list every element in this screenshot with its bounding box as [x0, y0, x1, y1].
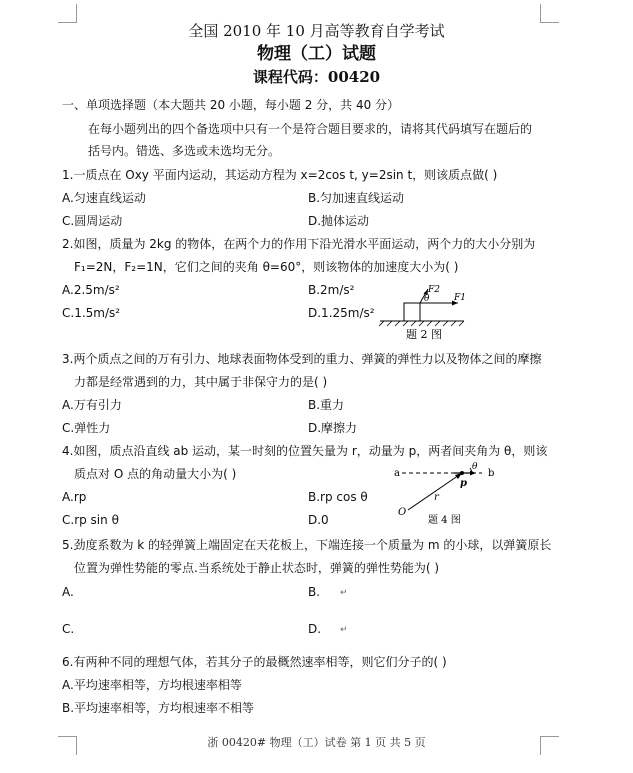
question-stem: 位置为弹性势能的零点.当系统处于静止状态时，弹簧的弹性势能为( ): [74, 561, 439, 575]
answer-option: C.1.5m/s²: [62, 306, 121, 320]
label-theta: θ: [424, 294, 430, 304]
answer-option: B.: [308, 585, 321, 599]
label-f2: F2: [428, 285, 440, 295]
question-stem: 4.如图，质点沿直线 ab 运动，某一时刻的位置矢量为 r，动量为 p，两者间夹角为 θ，则该: [62, 444, 548, 458]
answer-option: D.1.25m/s²: [308, 306, 375, 320]
question-stem: 1.一质点在 Oxy 平面内运动，其运动方程为 x=2cos t, y=2sin t，则该质点做( ): [62, 168, 498, 182]
crop-mark-top-right: [540, 4, 559, 23]
answer-option: A.平均速率相等，方均根速率相等: [62, 678, 242, 692]
answer-option: C.圆周运动: [62, 214, 123, 228]
answer-option: D.抛体运动: [308, 214, 370, 228]
label-theta: θ: [472, 462, 478, 472]
course-code: 课程代码：00420: [252, 68, 381, 86]
question-stem: F₁=2N，F₂=1N，它们之间的夹角 θ=60°，则该物体的加速度大小为( ): [74, 260, 459, 274]
section-heading: 一、单项选择题（本大题共 20 小题，每小题 2 分，共 40 分）: [62, 98, 400, 112]
answer-option: B.匀加速直线运动: [308, 191, 405, 205]
question-stem: 力都是经常遇到的力，其中属于非保守力的是( ): [74, 375, 328, 389]
label-b: b: [488, 468, 495, 479]
figure-caption: 题 4 图: [428, 515, 461, 526]
question-stem: 2.如图，质量为 2kg 的物体，在两个力的作用下沿光滑水平面运动，两个力的大小分别为: [62, 237, 536, 251]
label-a: a: [394, 468, 400, 479]
question-stem: 3.两个质点之间的万有引力、地球表面物体受到的重力、弹簧的弹性力以及物体之间的摩擦: [62, 352, 542, 366]
crop-mark-top-left: [58, 4, 77, 23]
subject-title: 物理（工）试题: [257, 44, 376, 64]
answer-option: C.: [62, 622, 75, 636]
answer-option: A.万有引力: [62, 398, 122, 412]
answer-option: B.rp cos θ: [308, 490, 368, 504]
figure-q2: [376, 284, 476, 344]
section-instruction-line: 括号内。错选、多选或未选均无分。: [88, 144, 281, 158]
label-o: O: [398, 507, 407, 518]
answer-option: A.rp: [62, 490, 87, 504]
question-stem: 质点对 O 点的角动量大小为( ): [74, 467, 237, 481]
figure-caption: 题 2 图: [406, 328, 442, 341]
answer-option: B.重力: [308, 398, 345, 412]
particle: [460, 471, 464, 475]
figure-q4: [392, 460, 512, 530]
answer-option: A.匀速直线运动: [62, 191, 146, 205]
answer-option: B.2m/s²: [308, 283, 355, 297]
section-instruction-line: 在每小题列出的四个备选项中只有一个是符合题目要求的，请将其代码填写在题后的: [88, 122, 533, 136]
block: [404, 303, 420, 321]
answer-option: C.弹性力: [62, 421, 111, 435]
label-r: r: [434, 492, 439, 503]
answer-option: B.平均速率相等，方均根速率不相等: [62, 701, 255, 715]
paragraph-mark: ↵: [340, 625, 348, 635]
answer-option: A.2.5m/s²: [62, 283, 120, 297]
answer-option: C.rp sin θ: [62, 513, 119, 527]
label-f1: F1: [454, 293, 466, 303]
answer-option: D.: [308, 622, 322, 636]
page-footer: 浙 00420# 物理（工）试卷 第 1 页 共 5 页: [207, 736, 426, 749]
question-stem: 5.劲度系数为 k 的轻弹簧上端固定在天花板上，下端连接一个质量为 m 的小球，以弹簧原长: [62, 538, 552, 552]
question-stem: 6.有两种不同的理想气体，若其分子的最概然速率相等，则它们分子的( ): [62, 655, 447, 669]
label-p: p: [460, 478, 467, 489]
paragraph-mark: ↵: [340, 588, 348, 598]
answer-option: A.: [62, 585, 74, 599]
exam-title: 全国 2010 年 10 月高等教育自学考试: [188, 22, 445, 40]
answer-option: D.摩擦力: [308, 421, 358, 435]
answer-option: D.0: [308, 513, 329, 527]
